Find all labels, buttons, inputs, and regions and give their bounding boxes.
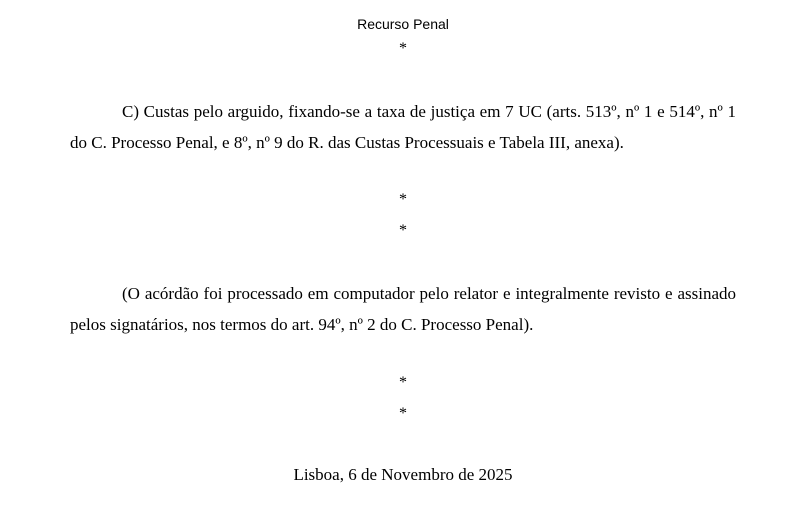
separator-star: * — [399, 40, 407, 57]
page-header-title: Recurso Penal — [357, 16, 449, 32]
separator-star: * — [399, 191, 407, 208]
costs-paragraph: C) Custas pelo arguido, fixando-se a taxa de justiça em 7 UC (arts. 513º, nº 1 e 514º, nº 1 do C. Processo Penal, e 8º, nº 9 do R. das Custas Processuais e Tabela III, anexa). — [70, 102, 736, 152]
processing-note-paragraph: (O acórdão foi processado em computador pelo relator e integralmente revisto e assinado pelos signatários, nos termos do art. 94º, nº 2 do C. Processo Penal). — [70, 284, 736, 334]
separator-star: * — [399, 405, 407, 422]
separator-star: * — [399, 222, 407, 239]
place-and-date: Lisboa, 6 de Novembro de 2025 — [293, 465, 513, 484]
separator-star: * — [399, 374, 407, 391]
